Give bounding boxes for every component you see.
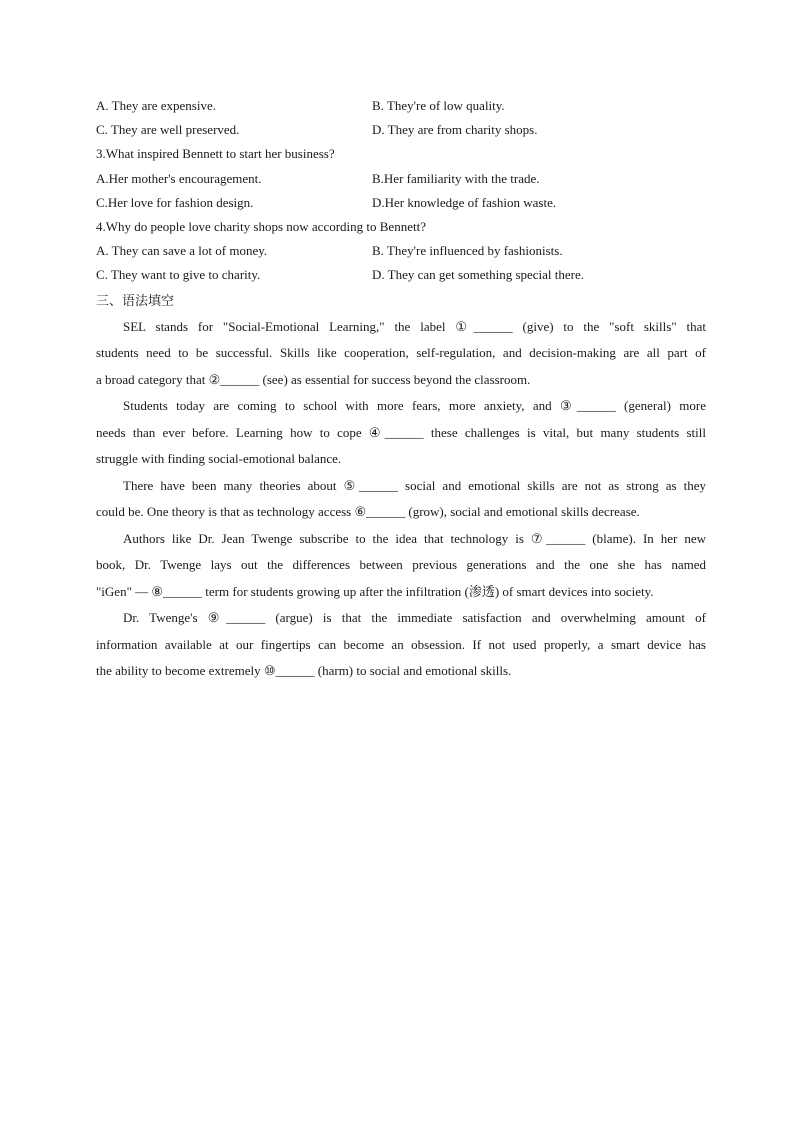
q4-options-row-2 (96, 263, 706, 287)
passage-line: students need to be successful. Skills like cooperation, self-regulation, and decision-making are all part of (96, 345, 706, 360)
passage-paragraph-4 (96, 526, 706, 606)
q4-option-b: B. They're influenced by fashionists. (372, 243, 563, 259)
document-page (96, 94, 706, 685)
passage-line: There have been many theories about ⑤______ social and emotional skills are not as strong as they (123, 477, 706, 493)
passage-line: could be. One theory is that as technology access ⑥______ (grow), social and emotional skills decrease. (96, 504, 640, 519)
q4-option-c: C. They want to give to charity. (96, 267, 261, 283)
q4-option-d: D. They can get something special there. (372, 267, 585, 283)
passage-line: book, Dr. Twenge lays out the differences between previous generations and the one she has named (96, 557, 706, 572)
passage-line: a broad category that ②______ (see) as essential for success beyond the classroom. (96, 371, 531, 387)
q2-option-a: A. They are expensive. (96, 98, 216, 113)
q2-options-row-2 (96, 118, 706, 142)
q3-option-a: A.Her mother's encouragement. (96, 170, 262, 186)
passage-line: Students today are coming to school with more fears, more anxiety, and ③______ (general) more (123, 398, 706, 413)
passage-line: struggle with finding social-emotional balance. (96, 451, 342, 466)
q3-options-row-2 (96, 191, 706, 215)
q3-option-d: D.Her knowledge of fashion waste. (372, 194, 557, 210)
passage-line: SEL stands for "Social-Emotional Learning," the label ①______ (give) to the "soft skills" that (123, 318, 706, 334)
section-heading: 三、语法填空 (96, 293, 175, 309)
passage-paragraph-1 (96, 314, 706, 394)
q3-option-c: C.Her love for fashion design. (96, 194, 254, 210)
passage-paragraph-3 (96, 473, 706, 526)
passage-line: Dr. Twenge's ⑨______ (argue) is that the immediate satisfaction and overwhelming amount of (123, 610, 706, 625)
passage-line: information available at our fingertips can become an obsession. If not used properly, a smart device has (96, 636, 706, 652)
q3-question: 3.What inspired Bennett to start her business? (96, 146, 335, 162)
passage-line: needs than ever before. Learning how to cope ④______ these challenges is vital, but many students still (96, 424, 706, 440)
passage-paragraph-5 (96, 605, 706, 685)
passage-line: "iGen" — ⑧______ term for students growing up after the infiltration (渗透) of smart devices into society. (96, 583, 654, 599)
passage-line: Authors like Dr. Jean Twenge subscribe to the idea that technology is ⑦______ (blame). In her new (123, 530, 706, 546)
q2-options-row-1 (96, 94, 706, 118)
q4-options-row-1 (96, 239, 706, 263)
q2-option-b: B. They're of low quality. (372, 98, 505, 113)
q3-options-row-1 (96, 167, 706, 191)
q3-option-b: B.Her familiarity with the trade. (372, 170, 540, 186)
passage-line: the ability to become extremely ⑩______ (harm) to social and emotional skills. (96, 663, 512, 678)
q4-question: 4.Why do people love charity shops now according to Bennett? (96, 218, 426, 234)
q4-option-a: A. They can save a lot of money. (96, 243, 268, 259)
q2-option-c: C. They are well preserved. (96, 122, 240, 138)
passage-paragraph-2 (96, 393, 706, 473)
q2-option-d: D. They are from charity shops. (372, 122, 538, 138)
